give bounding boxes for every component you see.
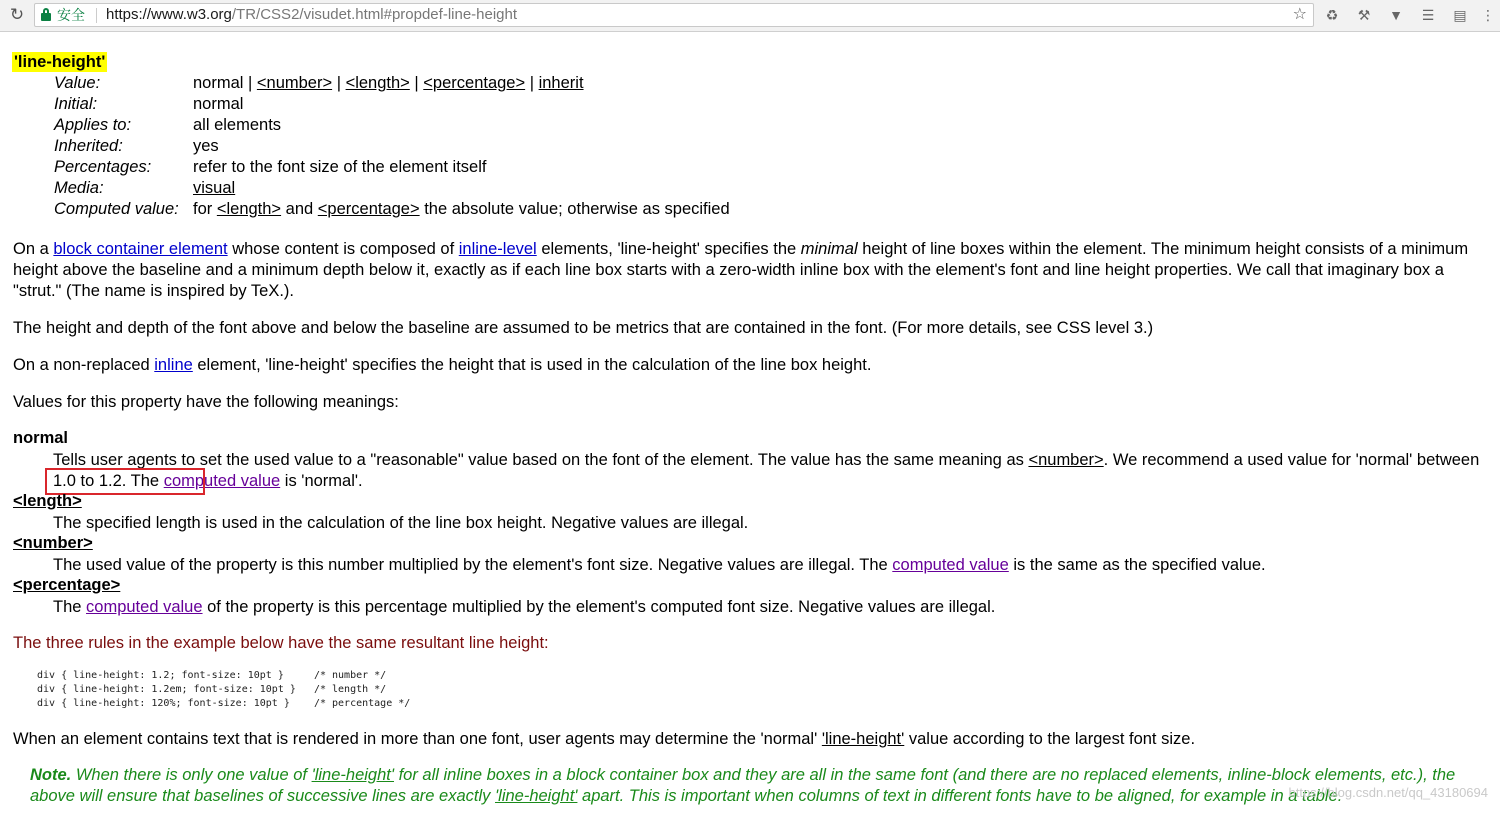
- def-value-value: normal | <number> | <length> | <percentage> | inherit: [193, 74, 584, 92]
- paragraph-font-metrics: The height and depth of the font above and below the baseline are assumed to be metrics that are contained in the font. (For more details, see CSS level 3.): [13, 319, 1154, 337]
- desc-number: The used value of the property is this number multiplied by the element's font size. Negative values are illegal. The computed value is the same as the specified value.: [53, 556, 1266, 574]
- desc-length: The specified length is used in the calculation of the line box height. Negative values are illegal.: [53, 514, 749, 532]
- code-line: div { line-height: 1.2; font-size: 10pt } /* number */: [37, 670, 387, 681]
- browser-toolbar: [0, 0, 1500, 32]
- def-label-applies: Applies to:: [54, 116, 132, 134]
- computed-value-link[interactable]: computed value: [163, 472, 281, 490]
- def-label-initial: Initial:: [54, 95, 98, 113]
- address-bar[interactable]: [34, 3, 1314, 27]
- inherit-link[interactable]: inherit: [538, 74, 584, 92]
- block-container-link[interactable]: block container element: [53, 240, 228, 258]
- bookmark-star-icon[interactable]: ☆: [1292, 6, 1307, 23]
- def-value-percentages: refer to the font size of the element itself: [193, 158, 487, 176]
- term-normal: normal: [13, 429, 69, 447]
- code-line: div { line-height: 1.2em; font-size: 10pt } /* length */: [37, 684, 387, 695]
- menu-icon[interactable]: ⋮: [1481, 7, 1495, 23]
- line-height-link[interactable]: 'line-height': [821, 730, 905, 748]
- computed-length-link[interactable]: <length>: [216, 200, 282, 218]
- note-line-height-link[interactable]: 'line-height': [495, 787, 578, 805]
- extension-recycle-icon[interactable]: ♻: [1325, 7, 1339, 23]
- reload-icon[interactable]: ↻: [9, 5, 25, 24]
- paragraph-meanings-intro: Values for this property have the following meanings:: [13, 393, 399, 411]
- page-content: [0, 32, 1500, 814]
- paragraph-non-replaced: On a non-replaced inline element, 'line-height' specifies the height that is used in the calculation of the line box height.: [13, 356, 872, 374]
- inline-link[interactable]: inline: [154, 356, 193, 374]
- watermark: https://blog.csdn.net/qq_43180694: [1288, 785, 1488, 800]
- percentage-link[interactable]: <percentage>: [423, 74, 526, 92]
- def-label-value: Value:: [54, 74, 101, 92]
- def-value-initial: normal: [193, 95, 244, 113]
- def-value-computed: for <length> and <percentage> the absolute value; otherwise as specified: [193, 200, 730, 218]
- paragraph-multiple-fonts: When an element contains text that is rendered in more than one font, user agents may determine the 'normal' 'line-height' value according to the largest font size.: [13, 730, 1196, 748]
- def-value-inherited: yes: [193, 137, 219, 155]
- length-link[interactable]: <length>: [345, 74, 410, 92]
- url-separator: [96, 8, 97, 23]
- paragraph-block-container: On a block container element whose content is composed of inline-level elements, 'line-height' specifies the minimal height of line boxes within the element. The minimum height consists of a minimum height above the baseline and a minimum depth below it, exactly as if each line box starts with a zero-width inline box with the element's font and line height properties. We call that imaginary box a "strut." (The name is inspired by TeX.).: [13, 240, 1469, 300]
- computed-value-link[interactable]: computed value: [86, 598, 203, 616]
- note-line-height-link[interactable]: 'line-height': [311, 766, 394, 784]
- extension-vue-icon[interactable]: ▼: [1389, 7, 1403, 23]
- def-value-applies: all elements: [193, 116, 282, 134]
- extension-tool-icon[interactable]: ⚒: [1357, 7, 1371, 23]
- term-length[interactable]: <length>: [13, 492, 82, 510]
- media-visual-link[interactable]: visual: [193, 179, 236, 197]
- def-label-inherited: Inherited:: [54, 137, 123, 155]
- inline-level-link[interactable]: inline-level: [458, 240, 537, 258]
- number-link[interactable]: <number>: [256, 74, 333, 92]
- example-code: [37, 669, 410, 711]
- term-percentage[interactable]: <percentage>: [13, 576, 121, 594]
- highlight-annotation: [45, 468, 205, 495]
- extension-page-icon[interactable]: ▤: [1453, 7, 1467, 23]
- computed-percentage-link[interactable]: <percentage>: [317, 200, 420, 218]
- desc-percentage: The computed value of the property is this percentage multiplied by the element's computed font size. Negative values are illegal.: [53, 598, 996, 616]
- def-label-media: Media:: [54, 179, 104, 197]
- property-title: 'line-height': [14, 53, 106, 71]
- desc-normal: Tells user agents to set the used value to a "reasonable" value based on the font of the element. The value has the same meaning as <number>. We recommend a used value for 'normal' between 1.0 to 1.2. The computed value is 'normal'.: [53, 451, 1480, 490]
- url-text[interactable]: https://www.w3.org/TR/CSS2/visudet.html#propdef-line-height: [106, 6, 518, 23]
- term-number[interactable]: <number>: [13, 534, 93, 552]
- example-intro: The three rules in the example below have the same resultant line height:: [13, 634, 549, 652]
- code-line: div { line-height: 120%; font-size: 10pt } /* percentage */: [37, 698, 411, 709]
- note-block: Note. When there is only one value of 'line-height' for all inline boxes in a block container box and they are all in the same font (and there are no replaced elements, inline-block elements, etc.), the above will ensure that baselines of successive lines are exactly 'line-height' apart. This is important when columns of text in different fonts have to be aligned, for example in a table.: [30, 766, 1456, 805]
- def-label-percentages: Percentages:: [54, 158, 152, 176]
- extension-stack-icon[interactable]: ☰: [1421, 7, 1435, 23]
- def-label-computed: Computed value:: [54, 200, 179, 218]
- number-ref-link[interactable]: <number>: [1028, 451, 1104, 469]
- secure-label: 安全: [57, 7, 85, 23]
- computed-value-link[interactable]: computed value: [892, 556, 1009, 574]
- lock-icon: [41, 8, 51, 21]
